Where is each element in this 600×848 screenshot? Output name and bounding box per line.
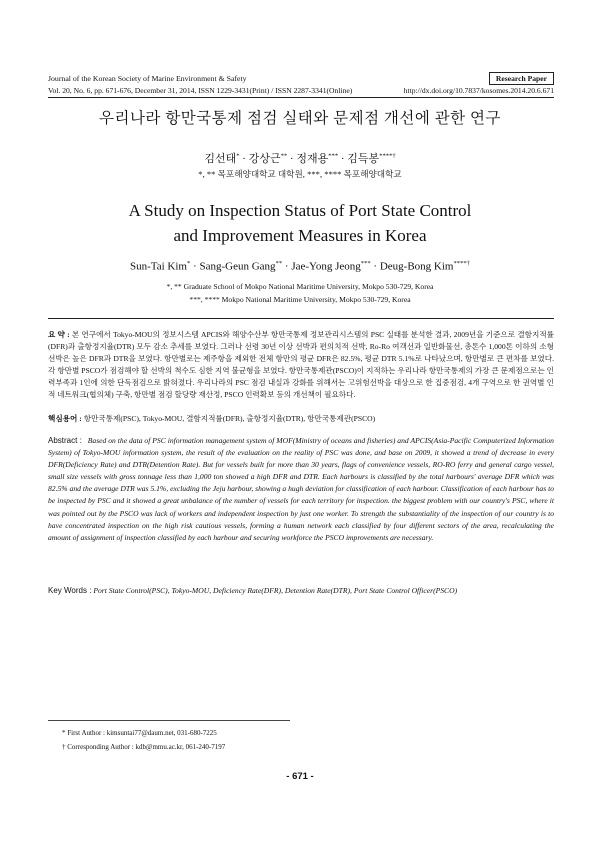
english-title <box>0 198 600 248</box>
author-name: 김득봉 <box>347 153 380 165</box>
footnote-rule <box>48 720 290 721</box>
english-abstract-text: Based on the data of PSC information management system of MOF(Ministry of oceans and fisheries) and APCIS(Asia-Pacific Computerized Information System) of Tokyo-MOU information system, the result of the evaluation on the reality of PSC was done, and base on 2009, it showed a trend of decrease in every DFR(Deficiency Rate) and DTR(Detention Rate). But for vessels built for more than 30 years, flags of convenience vessels, RO-RO ferry and general cargo vessel, small size vessels with gross tonnage less than 1,000 ton showed a high DFR and DTR. Each harbours is classified by the total harbours' average DFR which was 82.5% and the average DTR was 5.1%, excluding the Jeju harbour, showing a hugh deviation for classification of each harbour. Classification of each harbour has to be inspected by PSC and it showed a great unbalance of the number of vessels for each territory for inspection. the biggest problem with our country's PSC, where it was pointed out by the PSCO was lack of workers and independent inspection by just one worker. To strength the substantiality of the inspection of our country is to have concentrated inspection on the high risk cautious vessels, forming a human network each classified by four different sectors of the area, recalculating the amount of assignment of inspection classified by each harbour and securing workforce the PSCO improvements are necessary. <box>48 436 554 542</box>
korean-title: 우리나라 항만국통제 점검 실태와 문제점 개선에 관한 연구 <box>99 110 501 127</box>
author-mark: * <box>236 152 240 160</box>
korean-abstract-label: 요 약 : <box>48 330 70 339</box>
english-keywords-label: Key Words : <box>48 586 92 595</box>
korean-abstract <box>48 329 554 402</box>
author-name: 정재용 <box>296 153 329 165</box>
korean-keywords <box>48 413 375 424</box>
english-keywords-text: Port State Control(PSC), Tokyo-MOU, Deficiency Rate(DFR), Detention Rate(DTR), Port State Control Officer(PSCO) <box>93 586 458 595</box>
volume-info: Vol. 20, No. 6, pp. 671-676, December 31, 2014, ISSN 1229-3431(Print) / ISSN 2287-3341(Online) <box>48 86 353 95</box>
author-name: Jae-Yong Jeong <box>291 260 361 273</box>
author-mark: ** <box>275 260 283 267</box>
korean-affiliation: *, ** 목포해양대학교 대학원, ***, **** 목포해양대학교 <box>198 169 402 179</box>
english-title-line1: A Study on Inspection Status of Port State Control <box>128 201 472 220</box>
english-abstract-label: Abstract : <box>48 436 82 445</box>
english-affiliation-2: ***, **** Mokpo National Maritime University, Mokpo 530-729, Korea <box>189 295 411 304</box>
author-separator: · <box>282 260 292 273</box>
author-mark: ****† <box>379 152 396 160</box>
article-type-badge: Research Paper <box>489 72 554 85</box>
author-mark: *** <box>328 152 339 160</box>
header-rule <box>48 97 554 98</box>
english-authors <box>0 260 600 273</box>
author-name: 강상근 <box>248 153 281 165</box>
author-mark: * <box>187 260 191 267</box>
english-abstract <box>48 435 554 544</box>
author-separator: · <box>370 260 380 273</box>
english-keywords <box>48 586 457 595</box>
author-name: Deug-Bong Kim <box>379 260 454 273</box>
author-name: Sun-Tai Kim <box>130 260 187 273</box>
author-separator: · <box>190 260 200 273</box>
author-mark: ****† <box>453 260 470 267</box>
english-title-line2: and Improvement Measures in Korea <box>173 226 427 245</box>
page-number: - 671 - <box>286 771 314 782</box>
english-affiliation-1: *, ** Graduate School of Mokpo National Maritime University, Mokpo 530-729, Korea <box>166 282 434 291</box>
author-name: Sang-Geun Gang <box>199 260 276 273</box>
journal-name: Journal of the Korean Society of Marine Environment & Safety <box>48 74 247 83</box>
corresponding-author-footnote: † Corresponding Author : kdb@mmu.ac.kr, 061-240-7197 <box>62 743 226 751</box>
korean-authors <box>0 150 600 166</box>
author-separator: · <box>239 153 249 165</box>
korean-abstract-text: 본 연구에서 Tokyo-MOU의 정보시스템 APCIS와 해양수산부 항만국통제 정보관리시스템의 PSC 실태를 분석한 결과, 2009년을 기준으로 결함지적률(DFR)과 출항정지율(DTR) 모두 감소 추세를 보였다. 그러나 선령 30년 이상 선박과 편의치적 선박, Ro-Ro 여객선과 일반화물선, 총톤수 1,000톤 이하의 소형선박은 높은 DFR과 DTR을 보였다. 항만별로는 제주항을 제외한 전체 항만의 평균 DFR은 82.5%, 평균 DTR 5.1%로 나타났으며, 항만별로 큰 편차를 보였다. 각 항만별 PSCO가 점검해야 할 선박의 척수도 심한 지역 불균형을 보였다. 항만국통제관(PSCO)이 지적하는 우리나라 항만국통제의 가장 큰 문제점으로는 인력부족과 1인에 의한 단독점검으로 밝혀졌다. 우리나라의 PSC 점검 내실과 강화를 위해서는 고위험선박을 대상으로 한 집중점검, 4개 구역으로 한 권역별 인적 네트워크(협의체) 구축, 항만별 점검 할당량 재산정, PSCO 인력확보 등의 개선책이 필요하다. <box>48 330 554 400</box>
author-mark: ** <box>280 152 288 160</box>
author-separator: · <box>287 153 297 165</box>
korean-keywords-text: 항만국통제(PSC), Tokyo-MOU, 결함지적률(DFR), 출항정지율(DTR), 항만국통제관(PSCO) <box>83 414 376 423</box>
first-author-footnote: * First Author : kimsuntai77@daum.net, 031-680-7225 <box>62 729 217 737</box>
korean-keywords-label: 핵심용어 : <box>48 414 82 423</box>
abstract-rule <box>48 318 554 319</box>
author-separator: · <box>338 153 348 165</box>
doi-link[interactable]: http://dx.doi.org/10.7837/kosomes.2014.20.6.671 <box>403 86 554 95</box>
volume-line <box>48 86 554 95</box>
author-mark: *** <box>360 260 371 267</box>
author-name: 김선태 <box>204 153 237 165</box>
